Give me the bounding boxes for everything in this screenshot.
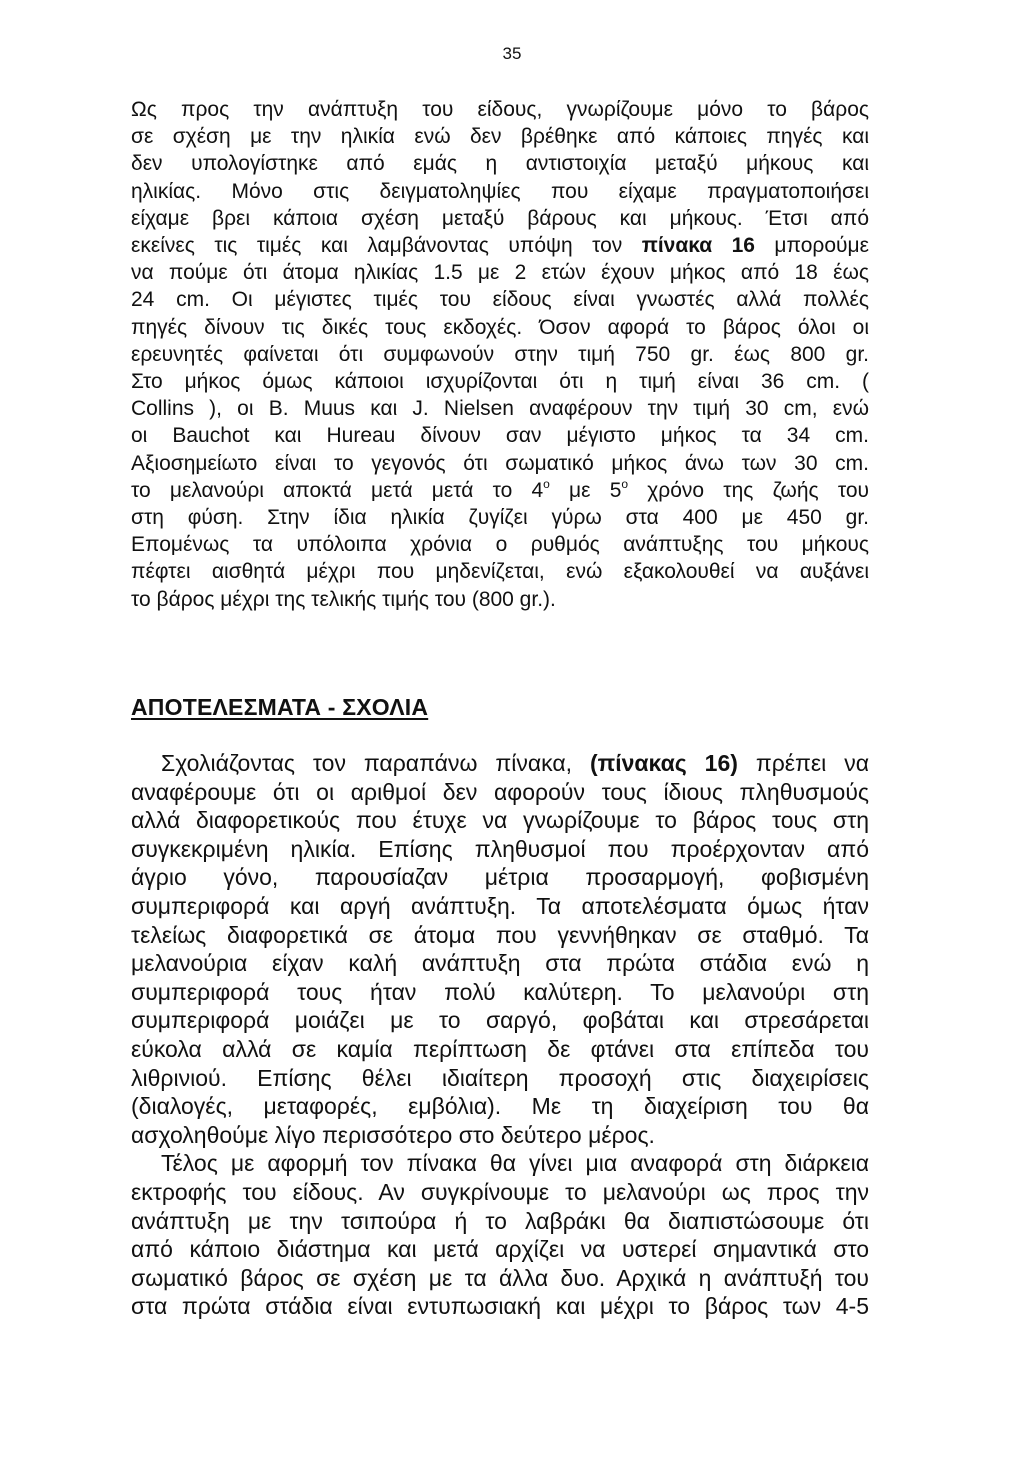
text-line: μελανούρια είχαν καλή ανάπτυξη στα πρώτα στάδια ενώ η [131, 950, 869, 977]
text-line: να πούμε ότι άτομα ηλικίας 1.5 με 2 ετών έχουν μήκος από 18 έως [131, 261, 869, 285]
text-line: ασχοληθούμε λίγο περισσότερο στο δεύτερο μέρος. [131, 1121, 655, 1148]
text-line [131, 477, 869, 504]
text-line: το βάρος μέχρι της τελικής τιμής του (800 gr.). [131, 587, 556, 611]
text-line: ανάπτυξη με την τσιπούρα ή το λαβράκι θα διαπιστώσουμε ότι [131, 1207, 869, 1234]
text-line: ηλικίας. Μόνο στις δειγματοληψίες που είχαμε πραγματοποιήσει [131, 179, 869, 203]
text-line: αλλά διαφορετικούς που έτυχε να γνωρίζουμε το βάρος τους στη [131, 807, 869, 834]
text-line: Αξιοσημείωτο είναι το γεγονός ότι σωματικό μήκος άνω των 30 cm. [131, 451, 869, 475]
text-run: εκείνες τις τιμές και λαμβάνοντας υπόψη τον [131, 234, 642, 258]
text-line: 24 cm. Οι μέγιστες τιμές του είδους είναι γνωστές αλλά πολλές [131, 288, 869, 312]
text-line: Τέλος με αφορμή τον πίνακα θα γίνει μια αναφορά στη διάρκεια [161, 1150, 869, 1177]
text-line: σε σχέση με την ηλικία ενώ δεν βρέθηκε από κάποιες πηγές και [131, 125, 869, 149]
text-line: Ως προς την ανάπτυξη του είδους, γνωρίζουμε μόνο το βάρος [131, 98, 869, 121]
text-line: στη φύση. Στην ίδια ηλικία ζυγίζει γύρω στα 400 με 450 gr. [131, 506, 869, 530]
text-line: δεν υπολογίστηκε από εμάς η αντιστοιχία μεταξύ μήκους και [131, 152, 869, 176]
text-run: πρέπει να [737, 750, 870, 776]
text-run: χρόνο της ζωής του [628, 478, 869, 502]
text-line: συμπεριφορά και αργή ανάπτυξη. Τα αποτελέσματα όμως ήταν [131, 892, 869, 919]
text-line: εκτροφής του είδους. Αν συγκρίνουμε το μελανούρι ως προς την [131, 1178, 869, 1205]
text-line: εύκολα αλλά σε καμία περίπτωση δε φτάνει στα επίπεδα του [131, 1035, 869, 1062]
superscript: ο [621, 476, 629, 491]
table-reference: (πίνακας 16) [589, 750, 738, 776]
table-reference: πίνακα 16 [641, 234, 755, 258]
section-heading: ΑΠΟΤΕΛΕΣΜΑΤΑ - ΣΧΟΛΙΑ [131, 694, 429, 720]
text-line: είχαμε βρει κάποια σχέση μεταξύ βάρους και μήκους. Έτσι από [131, 206, 869, 230]
text-line: συγκεκριμένη ηλικία. Επίσης πληθυσμοί που προέρχονταν από [131, 835, 869, 862]
text-line: (διαλογές, μεταφορές, εμβόλια). Με τη διαχείριση του θα [131, 1093, 869, 1120]
text-line: από κάποιο διάστημα και μετά αρχίζει να υστερεί σημαντικά στο [131, 1236, 869, 1263]
text-run: με 5 [549, 478, 622, 502]
text-line: ερευνητές φαίνεται ότι συμφωνούν στην τιμή 750 gr. έως 800 gr. [131, 342, 869, 366]
text-line: οι Bauchot και Hureau δίνουν σαν μέγιστο μήκος τα 34 cm. [131, 424, 869, 448]
text-line: Στο μήκος όμως κάποιοι ισχυρίζονται ότι η τιμή είναι 36 cm. ( [131, 370, 869, 394]
text-line: συμπεριφορά τους ήταν πολύ καλύτερη. Το μελανούρι στη [131, 978, 869, 1005]
text-line: λιθρινιού. Επίσης θέλει ιδιαίτερη προσοχή στις διαχειρίσεις [131, 1064, 869, 1091]
text-run: Σχολιάζοντας τον παραπάνω πίνακα, [161, 750, 590, 776]
paragraph-growth [131, 96, 869, 613]
text-line: πηγές δίνουν τις δικές τους εκδοχές. Όσον αφορά το βάρος όλοι οι [131, 315, 869, 339]
paragraph-comments [131, 749, 869, 1321]
text-run: το μελανούρι αποκτά μετά μετά το 4 [131, 478, 544, 502]
text-line: τελείως διαφορετικά σε άτομα που γεννήθηκαν σε σταθμό. Τα [131, 921, 869, 948]
text-line [131, 232, 869, 259]
superscript: ο [543, 476, 550, 491]
text-line [131, 749, 869, 778]
text-run: μπορούμε [754, 234, 869, 258]
text-line: αναφέρουμε ότι οι αριθμοί δεν αφορούν τους ίδιους πληθυσμούς [131, 778, 869, 805]
text-line: σωματικό βάρος σε σχέση με τα άλλα δυο. Αρχικά η ανάπτυξή του [131, 1264, 869, 1291]
text-line: άγριο γόνο, παρουσίαζαν μέτρια προσαρμογή, φοβισμένη [131, 864, 869, 891]
text-line: Collins ), οι B. Muus και J. Nielsen αναφέρουν την τιμή 30 cm, ενώ [131, 397, 869, 421]
text-line: Επομένως τα υπόλοιπα χρόνια ο ρυθμός ανάπτυξης του μήκους [131, 533, 869, 557]
page-number: 35 [502, 44, 522, 63]
text-line: συμπεριφορά μοιάζει με το σαργό, φοβάται και στρεσάρεται [131, 1007, 869, 1034]
text-line: πέφτει αισθητά μέχρι που μηδενίζεται, ενώ εξακολουθεί να αυξάνει [131, 560, 869, 584]
text-line: στα πρώτα στάδια είναι εντυπωσιακή και μέχρι το βάρος των 4-5 [131, 1293, 869, 1320]
